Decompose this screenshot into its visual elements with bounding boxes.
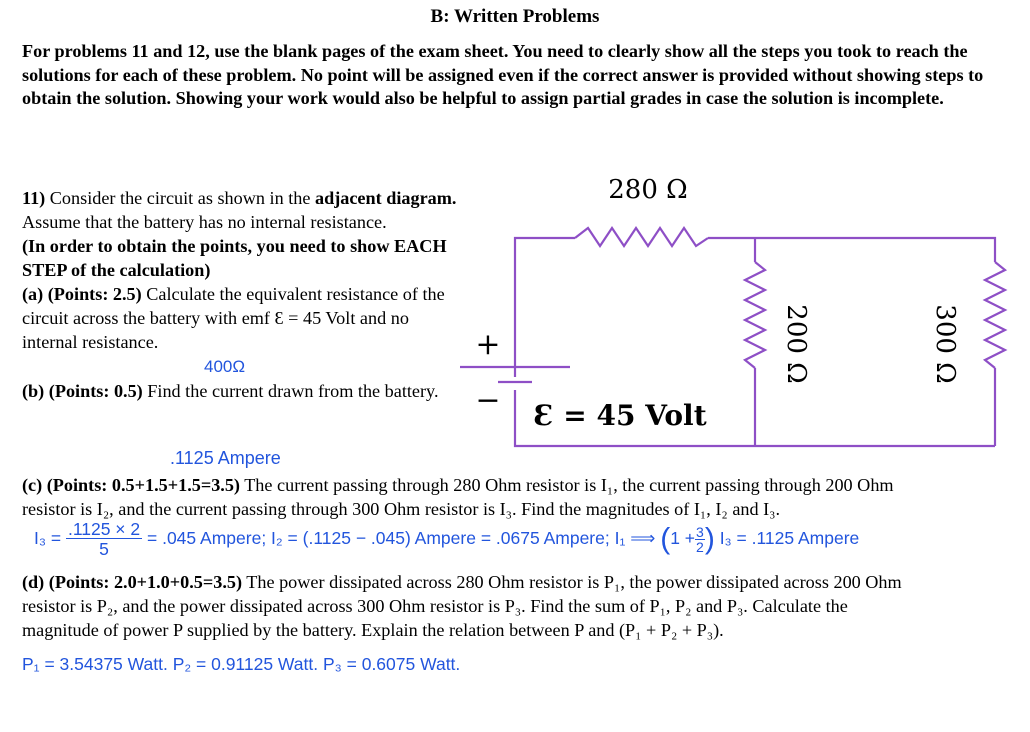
ans-i3-lhs: I₃ = xyxy=(34,528,62,549)
part-b-label: (b) (Points: 0.5) xyxy=(22,381,143,401)
part-c-answer xyxy=(34,520,859,559)
section-heading: B: Written Problems xyxy=(430,6,600,27)
ans-rest: = .045 Ampere; I₂ = (.1125 − .045) Ampere = .0675 Ampere; I₁ ⟹ xyxy=(147,528,656,549)
ans-fraction xyxy=(66,520,142,559)
paren-one: 1 + xyxy=(670,528,696,549)
fraction-numerator: .1125 × 2 xyxy=(67,519,141,539)
wire-top-right xyxy=(708,238,995,262)
problem-text: Consider the circuit as shown in the xyxy=(45,188,315,208)
resistor-280-zigzag xyxy=(575,228,708,246)
resistor-300-zigzag xyxy=(985,262,1005,368)
circuit-diagram xyxy=(440,160,1030,465)
ans-tail: I₃ = .1125 Ampere xyxy=(719,528,860,549)
paren-fraction xyxy=(695,525,705,554)
part-d-answer: P₁ = 3.54375 Watt. P₂ = 0.91125 Watt. P₃ = 0.6075 Watt. xyxy=(22,654,461,674)
resistor-200-zigzag xyxy=(745,262,765,368)
problem-note: (In order to obtain the points, you need to show EACH STEP of the calculation) xyxy=(22,236,447,280)
part-a-text: Calculate the equivalent resistance of the circuit across the battery with emf Ɛ = 45 Volt and no internal resistance. xyxy=(22,284,445,352)
r2-label: 200 Ω xyxy=(781,304,811,384)
problem-11 xyxy=(22,186,462,403)
part-c-line-1 xyxy=(22,473,894,497)
part-d-text: The power dissipated across 280 Ohm resistor is P₁, the power dissipated across 200 Ohm xyxy=(242,572,902,592)
part-c-line-2: resistor is I₂, and the current passing through 300 Ohm resistor is I₃. Find the magnitudes of I₁, I₂ and I₃. xyxy=(22,499,781,519)
part-c-text: The current passing through 280 Ohm resistor is I₁, the current passing through 200 Ohm xyxy=(239,475,894,495)
paren-open: ( xyxy=(660,522,671,556)
paren-close: ) xyxy=(704,522,715,556)
fraction-denominator: 5 xyxy=(99,539,109,559)
part-d-line-3: magnitude of power P supplied by the battery. Explain the relation between P and (P₁ + P₂ + P₃). xyxy=(22,620,724,640)
problem-text: Assume that the battery has no internal resistance. xyxy=(22,212,387,232)
r3-label: 300 Ω xyxy=(930,304,960,384)
paren-fraction-num: 3 xyxy=(696,524,704,540)
emf-label: Ɛ = 45 Volt xyxy=(533,399,707,432)
part-d-line-1 xyxy=(22,570,902,594)
part-b-text: Find the current drawn from the battery. xyxy=(142,381,439,401)
r1-label: 280 Ω xyxy=(608,175,688,205)
part-d-label: (d) (Points: 2.0+1.0+0.5=3.5) xyxy=(22,572,243,592)
instructions-paragraph: For problems 11 and 12, use the blank pages of the exam sheet. You need to clearly show all the steps you took to reach the solutions for each of these problem. No point will be assigned even if the correct answer is provided without showing steps to obtain the solution. Showing your work would also be helpful to assign partial grades in case the solution is incomplete. xyxy=(22,41,984,109)
part-d-line-2: resistor is P₂, and the power dissipated across 300 Ohm resistor is P₃. Find the sum of P₁, P₂ and P₃. Calculate the xyxy=(22,596,848,616)
paren-fraction-den: 2 xyxy=(696,539,704,555)
part-c-label: (c) (Points: 0.5+1.5+1.5=3.5) xyxy=(22,475,240,495)
part-a-answer: 400Ω xyxy=(204,357,246,376)
battery-minus: − xyxy=(475,383,501,418)
part-b-answer: .1125 Ampere xyxy=(170,448,281,468)
problem-number: 11) xyxy=(22,188,46,208)
part-a-label: (a) (Points: 2.5) xyxy=(22,284,142,304)
problem-text-bold: adjacent diagram. xyxy=(314,188,457,208)
wire-top xyxy=(515,238,575,377)
battery-plus: + xyxy=(475,327,501,362)
